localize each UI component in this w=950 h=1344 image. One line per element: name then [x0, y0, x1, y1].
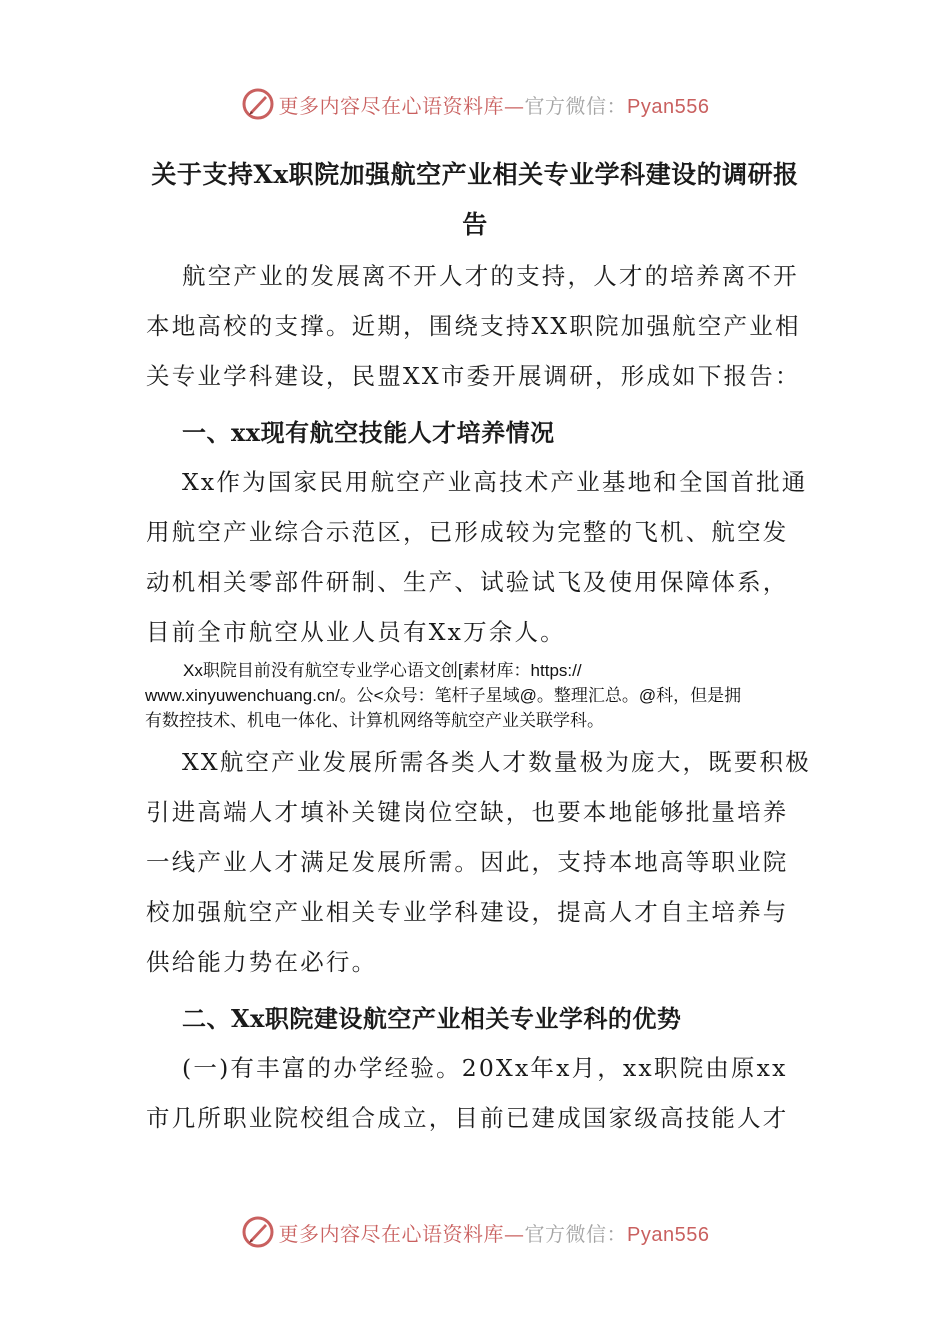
- footer-watermark: [0, 1212, 950, 1252]
- section-1-para2-line-5: 供给能力势在必行。: [146, 948, 378, 976]
- header-watermark-wechat-label: 官方微信：: [524, 93, 628, 118]
- header-watermark-text: [279, 90, 710, 119]
- section-2-para1-line-2: 市几所职业院校组合成立，目前已建成国家级高技能人才: [146, 1104, 789, 1132]
- section-1-heading: 一、xx现有航空技能人才培养情况: [182, 418, 555, 447]
- section-1-para1-line-2: 用航空产业综合示范区，已形成较为完整的飞机、航空发: [146, 518, 789, 546]
- intro-line-3: 关专业学科建设，民盟XX市委开展调研，形成如下报告：: [146, 362, 801, 390]
- intro-line-1: 航空产业的发展离不开人才的支持，人才的培养离不开: [182, 262, 799, 290]
- section-2-heading: 二、Xx职院建设航空产业相关专业学科的优势: [182, 1004, 682, 1033]
- inserted-note-line-1: Xx职院目前没有航空专业学心语文创[素材库：https://: [183, 661, 582, 680]
- section-1-para2-line-1: XX航空产业发展所需各类人才数量极为庞大，既要积极: [182, 748, 811, 776]
- document-title: [145, 150, 805, 250]
- header-watermark-wechat-id: Pyan556: [627, 95, 710, 118]
- title-line-2: 告: [462, 210, 488, 239]
- quill-logo-icon: [241, 1215, 275, 1249]
- section-1-para1-line-4: 目前全市航空从业人员有Xx万余人。: [146, 618, 566, 646]
- footer-watermark-text: [279, 1218, 710, 1247]
- footer-watermark-main: 更多内容尽在心语资料库—: [278, 1221, 525, 1246]
- footer-watermark-wechat-label: 官方微信：: [524, 1221, 628, 1246]
- intro-line-2: 本地高校的支撑。近期，围绕支持XX职院加强航空产业相: [146, 312, 801, 340]
- section-2-para1-line-1: (一)有丰富的办学经验。20Xx年x月，xx职院由原xx: [182, 1054, 788, 1082]
- quill-logo-icon: [241, 87, 275, 121]
- section-1-para2-line-4: 校加强航空产业相关专业学科建设，提高人才自主培养与: [146, 898, 789, 926]
- inserted-note-line-2: www.xinyuwenchuang.cn/。公<众号：笔杆子星域@。整理汇总。@科，但是拥: [145, 686, 742, 705]
- section-1-para1-line-1: Xx作为国家民用航空产业高技术产业基地和全国首批通: [182, 468, 808, 496]
- header-watermark: [0, 84, 950, 124]
- title-line-1: 关于支持Xx职院加强航空产业相关专业学科建设的调研报: [151, 160, 799, 189]
- header-watermark-main: 更多内容尽在心语资料库—: [278, 93, 525, 118]
- section-1-para1-line-3: 动机相关零部件研制、生产、试验试飞及使用保障体系，: [146, 568, 789, 596]
- section-1-para2-line-2: 引进高端人才填补关键岗位空缺，也要本地能够批量培养: [146, 798, 789, 826]
- footer-watermark-wechat-id: Pyan556: [627, 1223, 710, 1246]
- inserted-note-line-3: 有数控技术、机电一体化、计算机网络等航空产业关联学科。: [145, 711, 604, 730]
- section-1-para2-line-3: 一线产业人才满足发展所需。因此，支持本地高等职业院: [146, 848, 789, 876]
